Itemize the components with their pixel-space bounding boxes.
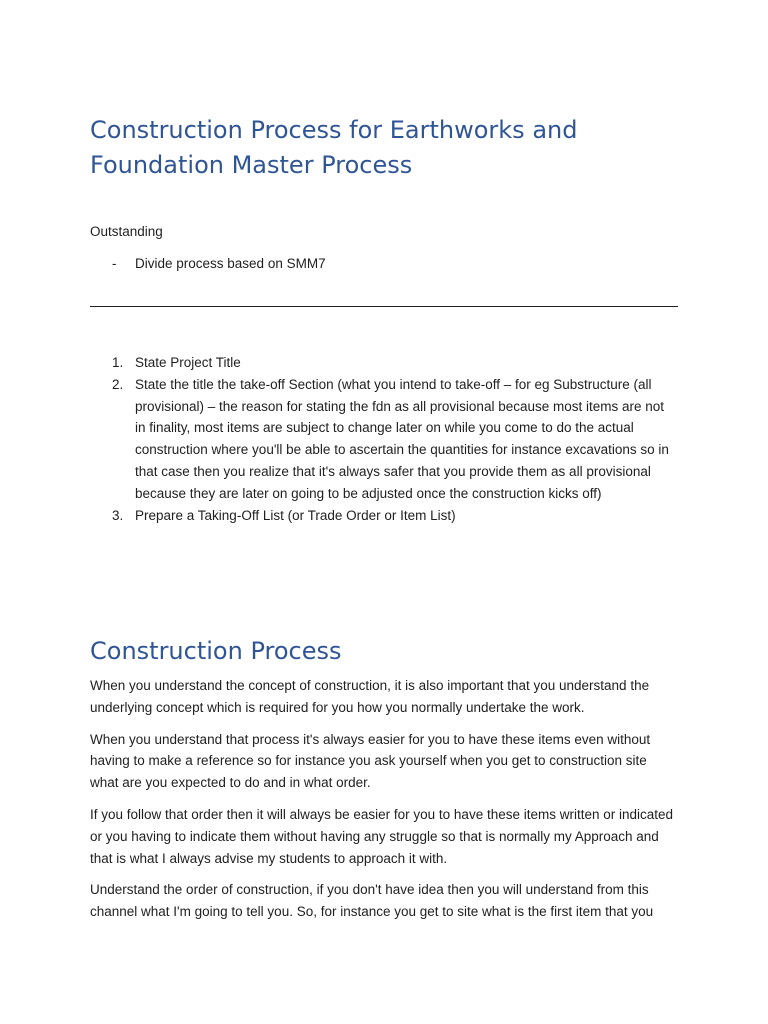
step-number: 2.	[112, 376, 124, 392]
outstanding-label: Outstanding	[90, 224, 163, 239]
outstanding-item	[90, 254, 326, 274]
step-number: 1.	[112, 355, 124, 370]
step-number: 3.	[112, 507, 124, 523]
paragraph: When you understand the concept of construction, it is also important that you understand the underlying concept which is required for you how you normally undertake the work.	[90, 678, 650, 715]
step-item	[90, 505, 678, 527]
step-item	[90, 352, 678, 374]
section-body	[90, 675, 678, 933]
step-text: State Project Title	[135, 355, 241, 370]
dash-bullet: -	[112, 256, 117, 271]
steps-list	[90, 352, 678, 526]
paragraph: If you follow that order then it will always be easier for you to have these items written or indicated or you having to indicate them without having any struggle so that is normally my Approach and that is what I always advise my students to approach it with.	[90, 806, 674, 866]
section-heading: Construction Process	[90, 637, 342, 665]
step-text: State the title the take-off Section (what you intend to take-off – for eg Substructure (all provisional) – the reason for stating the fdn as all provisional because most items are not in finality, most items are subject to change later on while you come to do the actual construction where you'll be able to ascertain the quantities for instance excavations so in that case then you realize that it's always safer that you provide them as all provisional because they are later on going to be adjusted once the construction kicks off)	[135, 376, 669, 501]
horizontal-rule	[90, 306, 678, 307]
step-item	[90, 374, 678, 505]
document-title: Construction Process for Earthworks and Foundation Master Process	[90, 116, 578, 179]
outstanding-item-text: Divide process based on SMM7	[135, 256, 326, 271]
outstanding-list	[90, 254, 326, 274]
step-text: Prepare a Taking-Off List (or Trade Order or Item List)	[135, 507, 456, 523]
paragraph: When you understand that process it's always easier for you to have these items even without having to make a reference so for instance you ask yourself when you get to construction site what are you expected to do and in what order.	[90, 731, 651, 791]
paragraph: Understand the order of construction, if you don't have idea then you will understand from this channel what I'm going to tell you. So, for instance you get to site what is the first item that you	[90, 882, 654, 920]
